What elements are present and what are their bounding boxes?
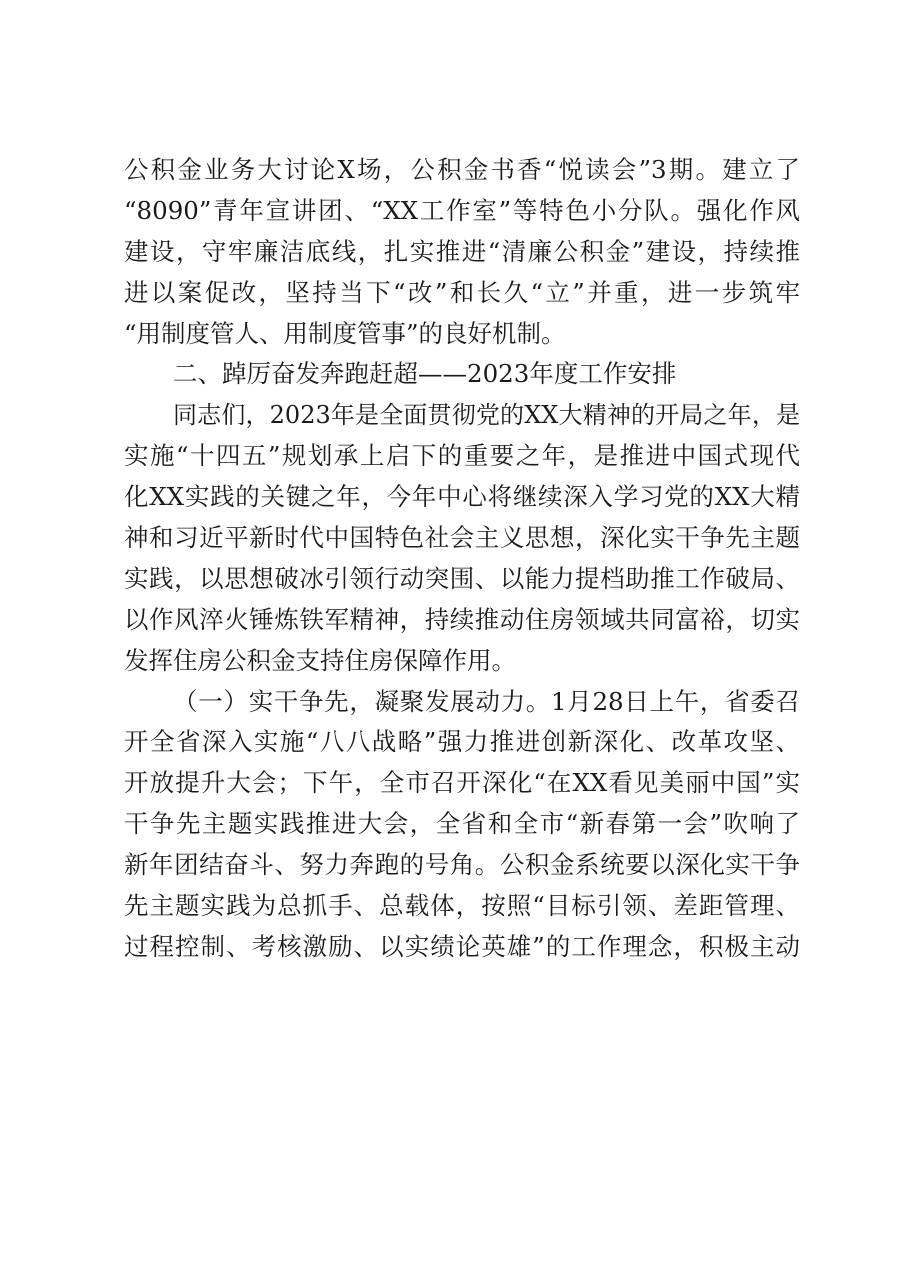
text-line-10: 神和习近平新时代中国特色社会主义思想，深化实干争先主题 — [124, 523, 800, 553]
text-line-20: 过程控制、考核激励、以实绩论英雄”的工作理念，积极主动 — [124, 931, 800, 961]
text-line-8: 实施“十四五”规划承上启下的重要之年，是推进中国式现代 — [124, 441, 800, 471]
text-line-4: 进以案促改，坚持当下“改”和长久“立”并重，进一步筑牢 — [124, 277, 800, 307]
text-line-7: 同志们，2023年是全面贯彻党的XX大精神的开局之年，是 — [173, 401, 800, 430]
text-line-9: 化XX实践的关键之年，今年中心将继续深入学习党的XX大精 — [124, 482, 800, 512]
text-line-2: “8090”青年宣讲团、“XX工作室”等特色小分队。强化作风 — [124, 195, 800, 225]
subsection-heading-line: （一）实干争先，凝聚发展动力。1月28日上午，省委召 — [173, 686, 800, 716]
section-heading: 二、踔厉奋发奔跑赶超——2023年度工作安排 — [173, 359, 677, 389]
text-line-16: 开放提升大会；下午，全市召开深化“在XX看见美丽中国”实 — [124, 768, 800, 798]
text-line-17: 干争先主题实践推进大会，全省和全市“新春第一会”吹响了 — [124, 809, 800, 839]
text-line-15: 开全省深入实施“八八战略”强力推进创新深化、改革攻坚、 — [124, 727, 800, 757]
document-body — [124, 150, 800, 968]
text-line-1: 公积金业务大讨论X场，公积金书香“悦读会”3期。建立了 — [124, 155, 800, 184]
text-line-12: 以作风淬火锤炼铁军精神，持续推动住房领域共同富裕，切实 — [124, 604, 800, 634]
text-line-3: 建设，守牢廉洁底线，扎实推进“清廉公积金”建设，持续推 — [124, 236, 800, 266]
text-line-19: 先主题实践为总抓手、总载体，按照“目标引领、差距管理、 — [124, 891, 800, 921]
text-line-18: 新年团结奋斗、努力奔跑的号角。公积金系统要以深化实干争 — [124, 850, 800, 880]
text-line-11: 实践，以思想破冰引领行动突围、以能力提档助推工作破局、 — [124, 563, 800, 593]
text-line-13: 发挥住房公积金支持住房保障作用。 — [124, 645, 516, 675]
text-line-5: “用制度管人、用制度管事”的良好机制。 — [124, 318, 566, 348]
